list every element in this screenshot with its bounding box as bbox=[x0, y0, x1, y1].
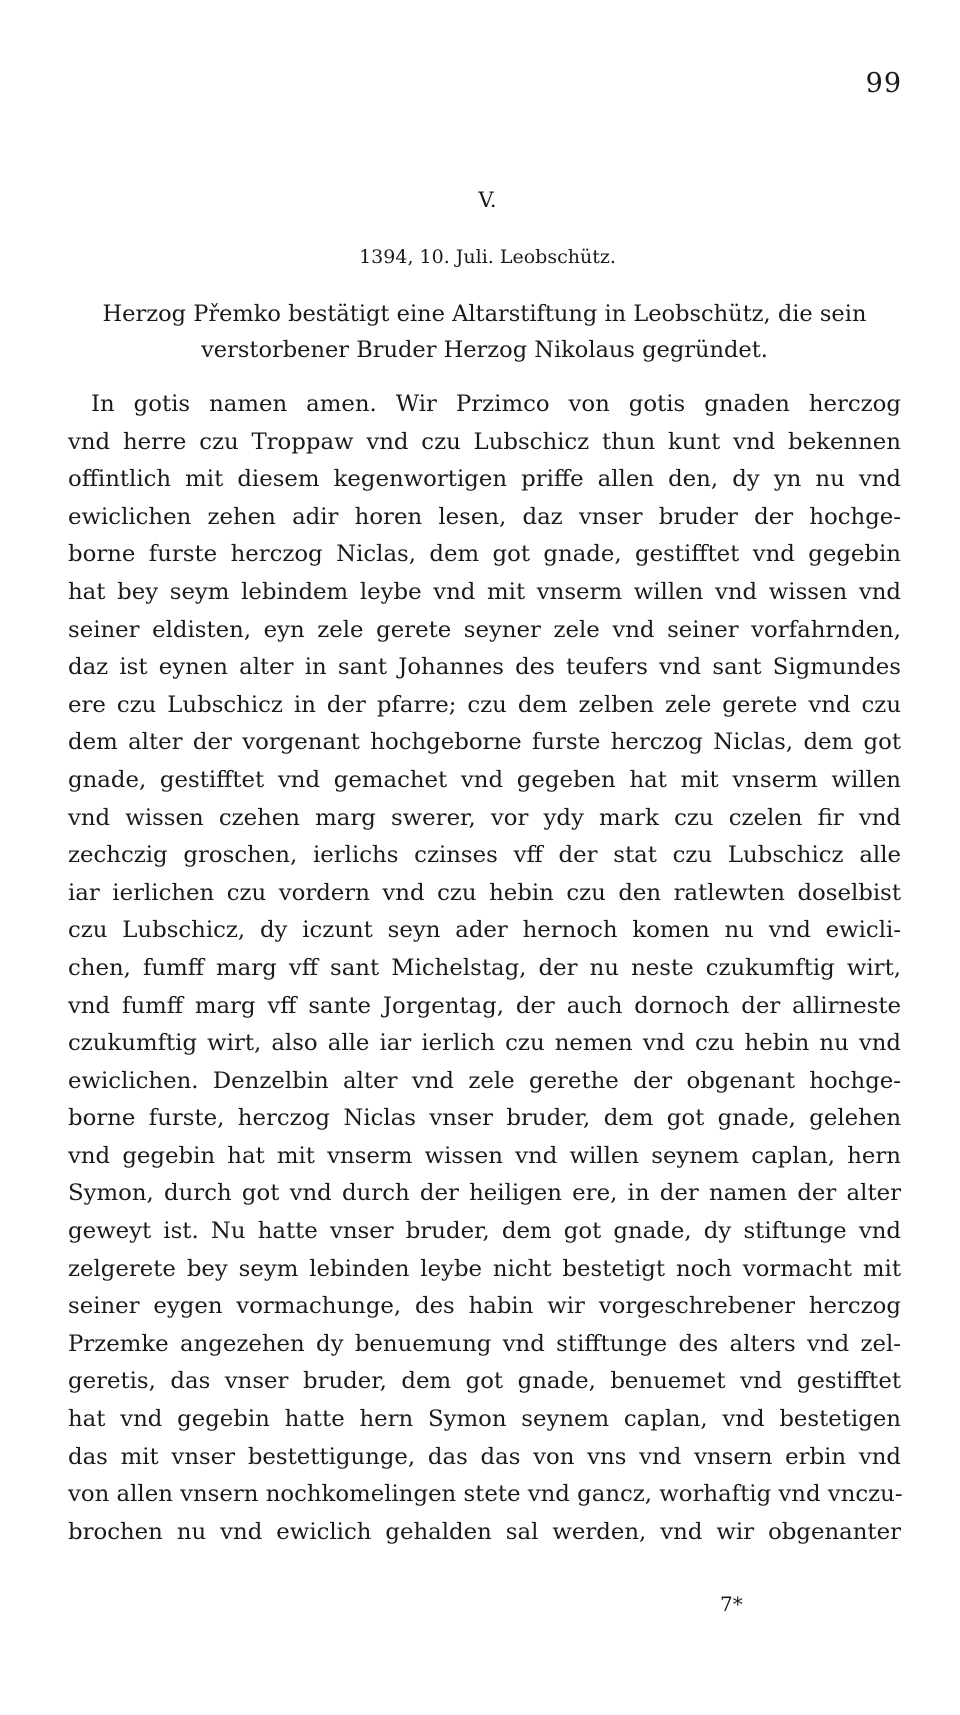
body-line: In gotis namen amen. Wir Przimco von gotis gnaden herczog bbox=[91, 391, 901, 417]
body-line: gnade, gestifftet vnd gemachet vnd gegeben hat mit vnserm willen bbox=[68, 766, 901, 793]
body-line: hat bey seym lebindem leybe vnd mit vnserm willen vnd wissen vnd bbox=[68, 578, 901, 605]
body-line: von allen vnsern nochkomelingen stete vnd gancz, worhaftig vnd vnczu- bbox=[68, 1481, 903, 1508]
body-line: zelgerete bey seym lebinden leybe nicht bestetigt noch vormacht mit bbox=[68, 1255, 901, 1282]
body-line: borne furste, herczog Niclas vnser bruder, dem got gnade, gelehen bbox=[68, 1105, 901, 1132]
body-line: ewiclichen. Denzelbin alter vnd zele gerethe der obgenant hochge- bbox=[68, 1067, 901, 1094]
body-line: czu Lubschicz, dy iczunt seyn ader hernoch komen nu vnd ewicli- bbox=[68, 917, 901, 944]
document-body bbox=[68, 386, 901, 1551]
body-line: czukumftig wirt, also alle iar ierlich czu nemen vnd czu hebin nu vnd bbox=[68, 1030, 901, 1057]
body-line: daz ist eynen alter in sant Johannes des teufers vnd sant Sigmundes bbox=[68, 654, 901, 681]
body-line: seiner eldisten, eyn zele gerete seyner zele vnd seiner vorfahrnden, bbox=[68, 616, 901, 643]
body-line: vnd wissen czehen marg swerer, vor ydy mark czu czelen fir vnd bbox=[68, 804, 901, 831]
body-line: ere czu Lubschicz in der pfarre; czu dem zelben zele gerete vnd czu bbox=[68, 691, 901, 718]
body-line: das mit vnser bestettigunge, das das von vns vnd vnsern erbin vnd bbox=[68, 1443, 901, 1470]
body-line: offintlich mit diesem kegenwortigen priffe allen den, dy yn nu vnd bbox=[68, 466, 901, 493]
body-line: Przemke angezehen dy benuemung vnd stifftunge des alters vnd zel- bbox=[68, 1330, 901, 1357]
page-number: 99 bbox=[865, 68, 902, 99]
body-line: ewiclichen zehen adir horen lesen, daz vnser bruder der hochge- bbox=[68, 503, 901, 530]
body-line: vnd fumff marg vff sante Jorgentag, der auch dornoch der allirneste bbox=[68, 992, 901, 1019]
body-line: geretis, das vnser bruder, dem got gnade, benuemet vnd gestifftet bbox=[68, 1368, 901, 1395]
date-line: 1394, 10. Juli. Leobschütz. bbox=[359, 246, 616, 268]
document-summary: Herzog Přemko bestätigt eine Altarstiftung in Leobschütz, die sein verstorbener Bruder Herzog Nikolaus gegründet. bbox=[102, 301, 867, 363]
body-line: Symon, durch got vnd durch der heiligen ere, in der namen der alter bbox=[68, 1180, 901, 1207]
section-number: V. bbox=[478, 188, 497, 212]
body-line: borne furste herczog Niclas, dem got gnade, gestifftet vnd gegebin bbox=[68, 541, 901, 568]
body-line: vnd herre czu Troppaw vnd czu Lubschicz thun kunt vnd bekennen bbox=[68, 428, 901, 455]
body-line: dem alter der vorgenant hochgeborne furste herczog Niclas, dem got bbox=[68, 729, 901, 756]
body-line: geweyt ist. Nu hatte vnser bruder, dem got gnade, dy stiftunge vnd bbox=[68, 1218, 901, 1245]
body-line: zechczig groschen, ierlichs czinses vff der stat czu Lubschicz alle bbox=[68, 842, 901, 869]
body-line: hat vnd gegebin hatte hern Symon seynem caplan, vnd bestetigen bbox=[68, 1406, 901, 1433]
signature-mark: 7* bbox=[720, 1592, 743, 1616]
body-line: iar ierlichen czu vordern vnd czu hebin czu den ratlewten doselbist bbox=[68, 879, 901, 906]
body-line: chen, fumff marg vff sant Michelstag, der nu neste czukumftig wirt, bbox=[68, 954, 901, 981]
body-line: seiner eygen vormachunge, des habin wir vorgeschrebener herczog bbox=[68, 1293, 901, 1320]
body-line: brochen nu vnd ewiclich gehalden sal werden, vnd wir obgenanter bbox=[68, 1518, 901, 1545]
body-line: vnd gegebin hat mit vnserm wissen vnd willen seynem caplan, hern bbox=[68, 1142, 901, 1169]
